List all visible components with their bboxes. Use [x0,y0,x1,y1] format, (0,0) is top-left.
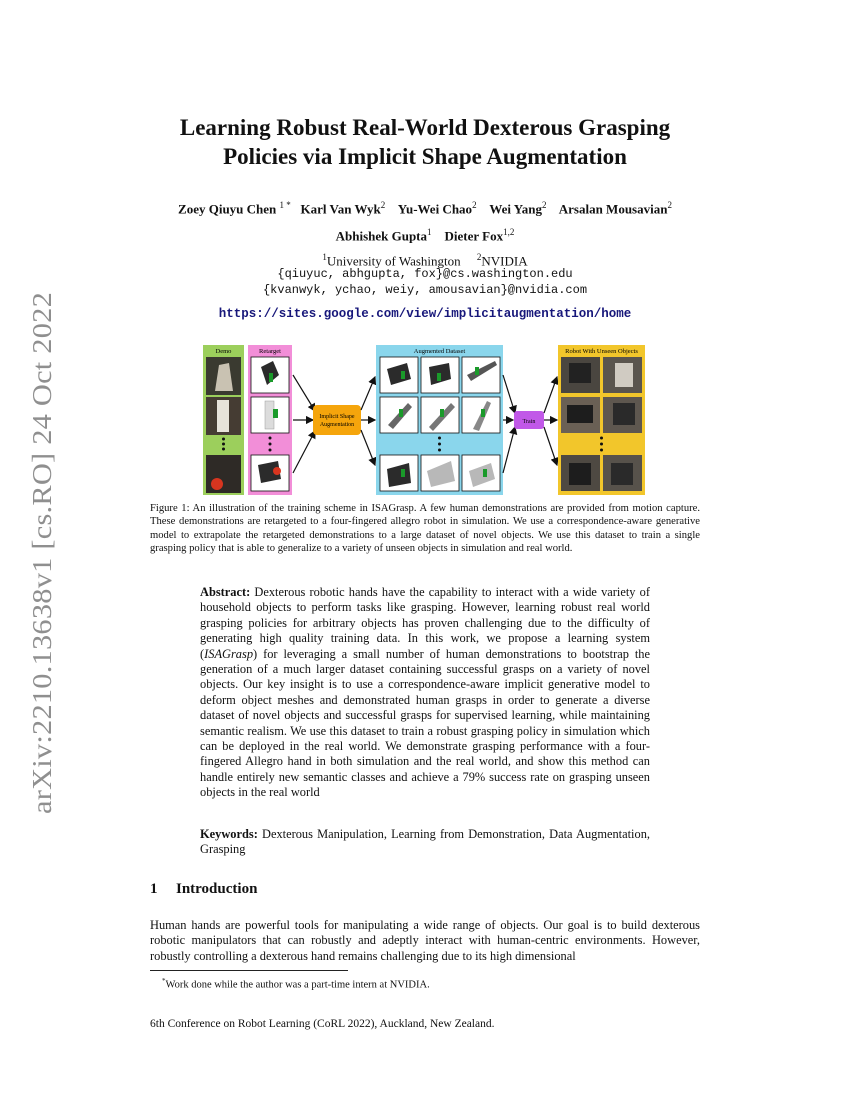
footnote [162,975,430,992]
section-heading [150,881,257,898]
footnote-mark: * [162,977,166,985]
demo-label: Demo [215,348,232,355]
abstract [200,585,650,801]
affiliation-mark: 1 [322,252,327,262]
figure-1-diagram [203,345,645,495]
project-url-link[interactable]: https://sites.google.com/view/implicitaugmentation/home [218,307,632,321]
train-label: Train [522,419,536,425]
paper-title-line-1: Learning Robust Real-World Dexterous Grasping [179,115,671,140]
section-title: Introduction [176,881,258,897]
author-affiliation-mark: 1 * [279,200,291,210]
paper-title [100,113,750,171]
abstract-system-name: ISAGrasp [204,646,254,661]
arxiv-identifier [17,292,63,814]
keywords-text: Dexterous Manipulation, Learning from Demonstration, Data Augmentation, Grasping [200,827,650,857]
affiliation-mark: 2 [476,252,482,262]
author-name: Yu-Wei Chao [397,201,473,217]
author-list [100,197,750,217]
author-name: Dieter Fox [444,228,504,244]
retarget-label: Retarget [259,348,281,355]
author-name: Wei Yang [489,201,542,217]
arxiv-identifier-text: arXiv:2210.13638v1 [cs.RO] 24 Oct 2022 [27,350,57,814]
figure-1-caption: Figure 1: An illustration of the training scheme in ISAGrasp. A few human demonstrations are provided from motion capture. These demonstrations are retargeted to a four-fingered allegro robot in simulation. We use a correspondence-aware generative model to extrapolate the retargeted demonstrations to a large dataset of novel objects. We use this dataset to train a single grasping policy that is able to generalize to a variety of unseen objects in simulation and real world. [150,503,700,554]
introduction-paragraph: Human hands are powerful tools for manipulating a wide range of objects. Our goal is to build dexterous robotic manipulators that can robustly and adeptly interact with human-centric environments. However, robustly controlling a dexterous hand remains challenging due to its high dimensional [150,918,700,963]
demo-image [206,455,241,493]
conference-note: 6th Conference on Robot Learning (CoRL 2022), Auckland, New Zealand. [150,1018,495,1030]
footnote-text: Work done while the author was a part-time intern at NVIDIA. [165,979,430,991]
author-name: Arsalan Mousavian [558,201,668,217]
keywords [200,827,650,858]
author-list-line-2 [100,224,750,244]
affiliation-nvidia: NVIDIA [481,253,528,269]
author-affiliation-mark: 1 [427,227,432,237]
augmented-dataset-label: Augmented Dataset [413,348,466,355]
footnote-rule [150,970,348,971]
email-nvidia: {kvanwyk, ychao, weiy, amousavian}@nvidia.com [262,283,588,297]
paper-title-line-2: Policies via Implicit Shape Augmentation [223,144,627,169]
figure-1 [203,345,645,495]
author-affiliation-mark: 2 [472,200,477,210]
author-name: Abhishek Gupta [335,228,428,244]
author-affiliation-mark: 2 [667,200,672,210]
implicit-shape-augmentation-box [313,405,361,435]
author-affiliation-mark: 1,2 [503,227,515,237]
section-number: 1 [150,881,158,897]
isa-label-line-1: Implicit Shape [319,414,355,420]
author-name: Zoey Qiuyu Chen [178,201,277,217]
author-affiliation-mark: 2 [541,200,547,210]
abstract-text-2: ) for leveraging a small number of human demonstrations to bootstrap the generation of a much larger dataset containing successful grasps on a variety of novel objects. Our key insight is to use a correspondence-aware implicit generative model to deform object meshes and demonstrated human grasps in order to generate a diverse dataset of novel objects and successful grasps for supervised learning, while maintaining semantic realism. We use this dataset to train a robust grasping policy in simulation which can be deployed in the real world. We demonstrate grasping performance with a four-fingered Allegro hand in both simulation and the real world, and show this method can handle entirely new semantic classes and achieve a 79% success rate on grasping unseen objects in the real world [200,646,650,800]
isa-label-line-2: Augmentation [319,422,355,428]
author-name: Karl Van Wyk [300,201,381,217]
author-affiliation-mark: 2 [380,200,386,210]
abstract-text-1: Dexterous robotic hands have the capability to interact with a wide variety of household objects to perform tasks like grasping. However, learning robust real world grasping policies for arbitrary objects has proven challenging due to the difficulty of generating high quality training data. In this work, we propose a learning system ( [200,585,650,661]
keywords-label: Keywords: [200,827,258,841]
affiliation-uw: University of Washington [326,253,461,269]
email-uw: {qiuyuc, abhgupta, fox}@cs.washington.edu [277,267,573,281]
robot-unseen-objects-label: Robot With Unseen Objects [565,348,638,355]
abstract-label: Abstract: [200,585,251,599]
